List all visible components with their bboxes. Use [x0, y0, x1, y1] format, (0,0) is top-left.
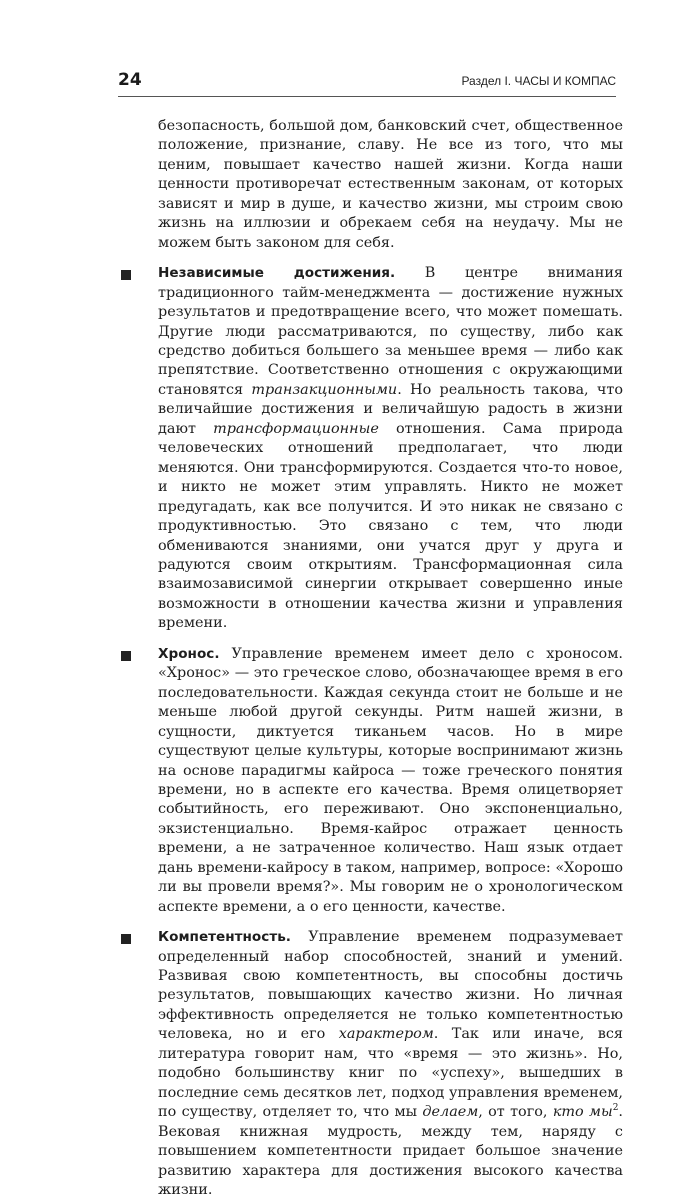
list-item-term: Независимые достижения. — [158, 265, 396, 282]
italic-term: кто мы — [552, 1104, 613, 1121]
text-run: отношения. Сама природа человеческих отношений предполагает, что люди меняются. Они трансформируются. Создается что-то новое, и никто не может этим управлять. Никто не может предугадать, как все получится. И это никак не связано с продуктивностью. Это связано с тем, что люди обмениваются знаниями, они учатся друг у друга и радуются своим открытиям. Трансформационная сила взаимозависимой синергии открывает совершенно иные возможности в отношении качества жизни и управления времени. — [158, 420, 623, 632]
square-bullet-icon — [121, 934, 131, 944]
list-item-text — [158, 264, 623, 634]
list-item-text — [158, 645, 623, 917]
italic-term: транзакционными — [251, 381, 398, 398]
list-item-text — [158, 928, 623, 1200]
page-body — [118, 117, 623, 1200]
text-run: Управление временем имеет дело с хроносом. «Хронос» — это греческое слово, обозначающее время в его последовательности. Каждая секунда стоит не больше и не меньше любой другой секунды. Ритм нашей жизни, в сущности, диктуется тиканьем часов. Но в мире существуют целые культуры, которые воспринимают жизнь на основе парадигмы кайроса — тоже греческого понятия времени, но в аспекте его качества. Время олицетворяет событийность, его переживают. Оно экспоненциально, экзистенциально. Время-кайрос отражает ценность времени, а не затраченное количество. Наш язык отдает дань времени-кайросу в таком, например, вопросе: «Хорошо ли вы провели время?». Мы говорим не о хронологическом аспекте времени, а о его ценности, качестве. — [158, 645, 623, 915]
page-header — [118, 66, 616, 97]
text-run: , от того, — [478, 1104, 553, 1121]
italic-term: делаем — [422, 1104, 479, 1121]
italic-term: трансформационные — [213, 420, 379, 437]
list-item-term: Компетентность. — [158, 929, 291, 946]
square-bullet-icon — [121, 270, 131, 280]
intro-paragraph: безопасность, большой дом, банковский счет, общественное положение, признание, славу. Не все из того, что мы ценим, повышает качество нашей жизни. Когда наши ценности противоречат естественным законам, от которых зависят и мир в душе, и качество жизни, мы строим свою жизнь на иллюзии и обрекаем себя на неудачу. Мы не можем быть законом для себя. — [158, 118, 623, 251]
square-bullet-icon — [121, 651, 131, 661]
text-run: . Вековая книжная мудрость, между тем, наряду с повышением компетентности придает большое значение развитию характера для достижения высокого качества жизни. — [158, 1104, 623, 1199]
text-run: В центре внимания традиционного тайм-менеджмента — достижение нужных результатов и предотвращение всего, что может помешать. Другие люди рассматриваются, по существу, либо как средство добиться большего за меньшее время — либо как препятствие. Соответственно отношения с окружающими становятся — [158, 265, 623, 398]
list-item-independent-achievements — [118, 264, 623, 634]
running-head: Раздел I. ЧАСЫ И КОМПАС — [461, 74, 616, 88]
list-item-chronos — [118, 645, 623, 917]
footnote-marker[interactable]: 2 — [612, 1103, 619, 1114]
text-run: . Так или иначе, вся литература говорит нам, что «время — это жизнь». Но, подобно большинству книг по «успеху», вышедших в последние семь десятков лет, подход управления временем, по существу, отделяет то, что мы — [158, 1026, 623, 1121]
text-run: Управление временем подразумевает определенный набор способностей, знаний и умений. Развивая свою компетентность, вы способны достичь результатов, повышающих качество жизни. Но личная эффективность определяется не только компетентностью человека, но и его — [158, 929, 623, 1043]
page-number: 24 — [118, 70, 142, 90]
italic-term: характером — [338, 1026, 434, 1043]
list-item-term: Хронос. — [158, 645, 220, 662]
list-item-competence — [118, 928, 623, 1200]
text-run: . Но реальность такова, что величайшие достижения и величайшую радость в жизни дают — [158, 381, 624, 437]
